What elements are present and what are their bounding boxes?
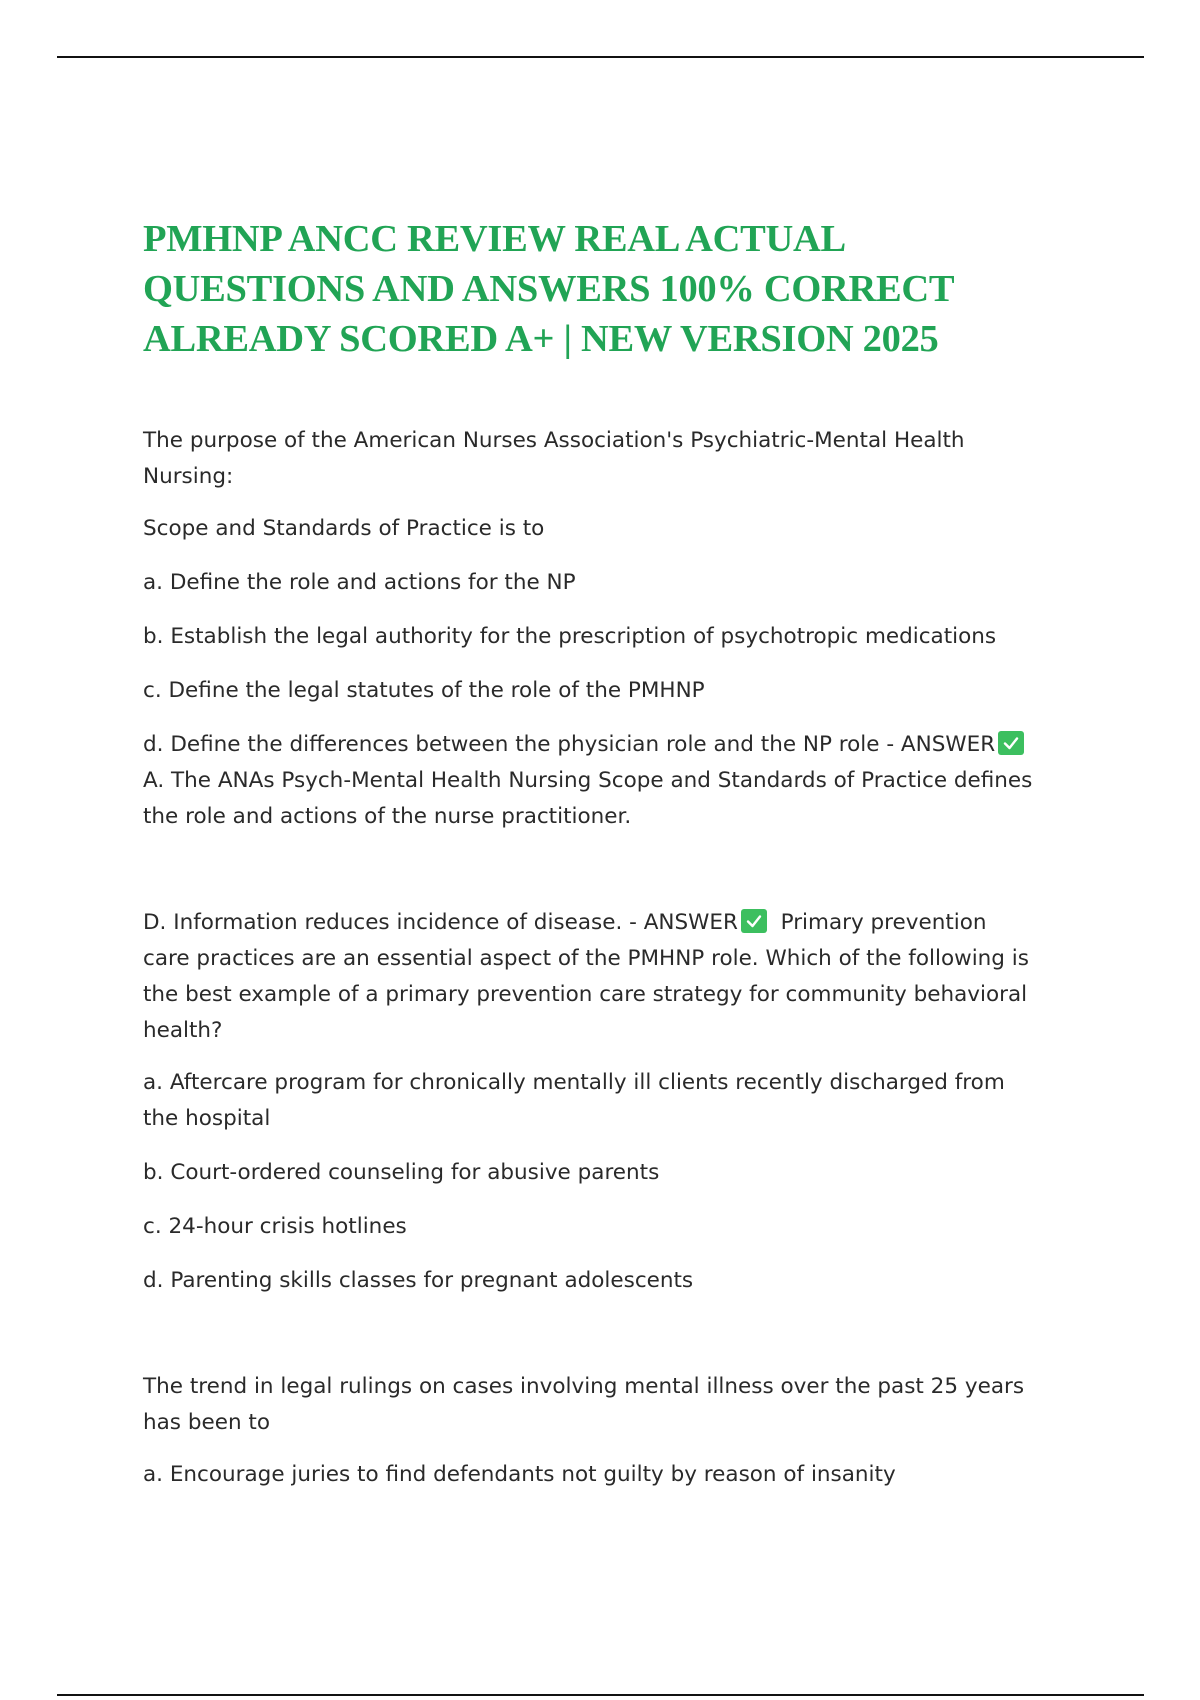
q3-option-a: a. Encourage juries to find defendants not guilty by reason of insanity: [143, 1462, 896, 1487]
document-title: [143, 214, 1103, 364]
q1-answer-line1: A. The ANAs Psych-Mental Health Nursing Scope and Standards of Practice defines: [143, 768, 1033, 793]
q1-option-d: d. Define the differences between the physician role and the NP role - ANSWER: [143, 732, 996, 757]
q2-line4: health?: [143, 1018, 223, 1043]
q2-line1-prefix: D. Information reduces incidence of disease. - ANSWER: [143, 910, 738, 935]
q1-option-c: c. Define the legal statutes of the role of the PMHNP: [143, 678, 705, 703]
checkmark-icon: [998, 731, 1024, 755]
title-line-2: QUESTIONS AND ANSWERS 100% CORRECT: [143, 268, 955, 310]
checkmark-icon: [741, 909, 767, 933]
q2-option-d: d. Parenting skills classes for pregnant adolescents: [143, 1268, 694, 1293]
q3-stem-line1: The trend in legal rulings on cases involving mental illness over the past 25 years: [143, 1374, 1025, 1399]
title-line-1: PMHNP ANCC REVIEW REAL ACTUAL: [143, 218, 846, 260]
q1-stem-line2: Nursing:: [143, 464, 234, 489]
q1-option-a: a. Define the role and actions for the NP: [143, 570, 576, 595]
q2-option-a-line1: a. Aftercare program for chronically mentally ill clients recently discharged from: [143, 1070, 1005, 1095]
q2-line2: care practices are an essential aspect of the PMHNP role. Which of the following is: [143, 946, 1029, 971]
q2-line1-suffix: Primary prevention: [780, 910, 987, 935]
q2-option-b: b. Court-ordered counseling for abusive parents: [143, 1160, 660, 1185]
top-rule: [57, 56, 1144, 58]
q1-stem-cont: Scope and Standards of Practice is to: [143, 516, 545, 541]
q2-option-a-line2: the hospital: [143, 1106, 271, 1131]
q1-option-b: b. Establish the legal authority for the prescription of psychotropic medications: [143, 624, 997, 649]
bottom-rule: [57, 1694, 1144, 1696]
q1-answer-line2: the role and actions of the nurse practitioner.: [143, 804, 632, 829]
q2-option-c: c. 24-hour crisis hotlines: [143, 1214, 407, 1239]
q3-stem-line2: has been to: [143, 1410, 270, 1435]
title-line-3: ALREADY SCORED A+ | NEW VERSION 2025: [143, 318, 939, 360]
document-body: [143, 423, 1083, 1493]
q2-line3: the best example of a primary prevention care strategy for community behavioral: [143, 982, 1028, 1007]
q1-stem-line1: The purpose of the American Nurses Association's Psychiatric-Mental Health: [143, 428, 965, 453]
q2-line1: [143, 905, 1083, 941]
q1-option-d-line: [143, 727, 1083, 763]
